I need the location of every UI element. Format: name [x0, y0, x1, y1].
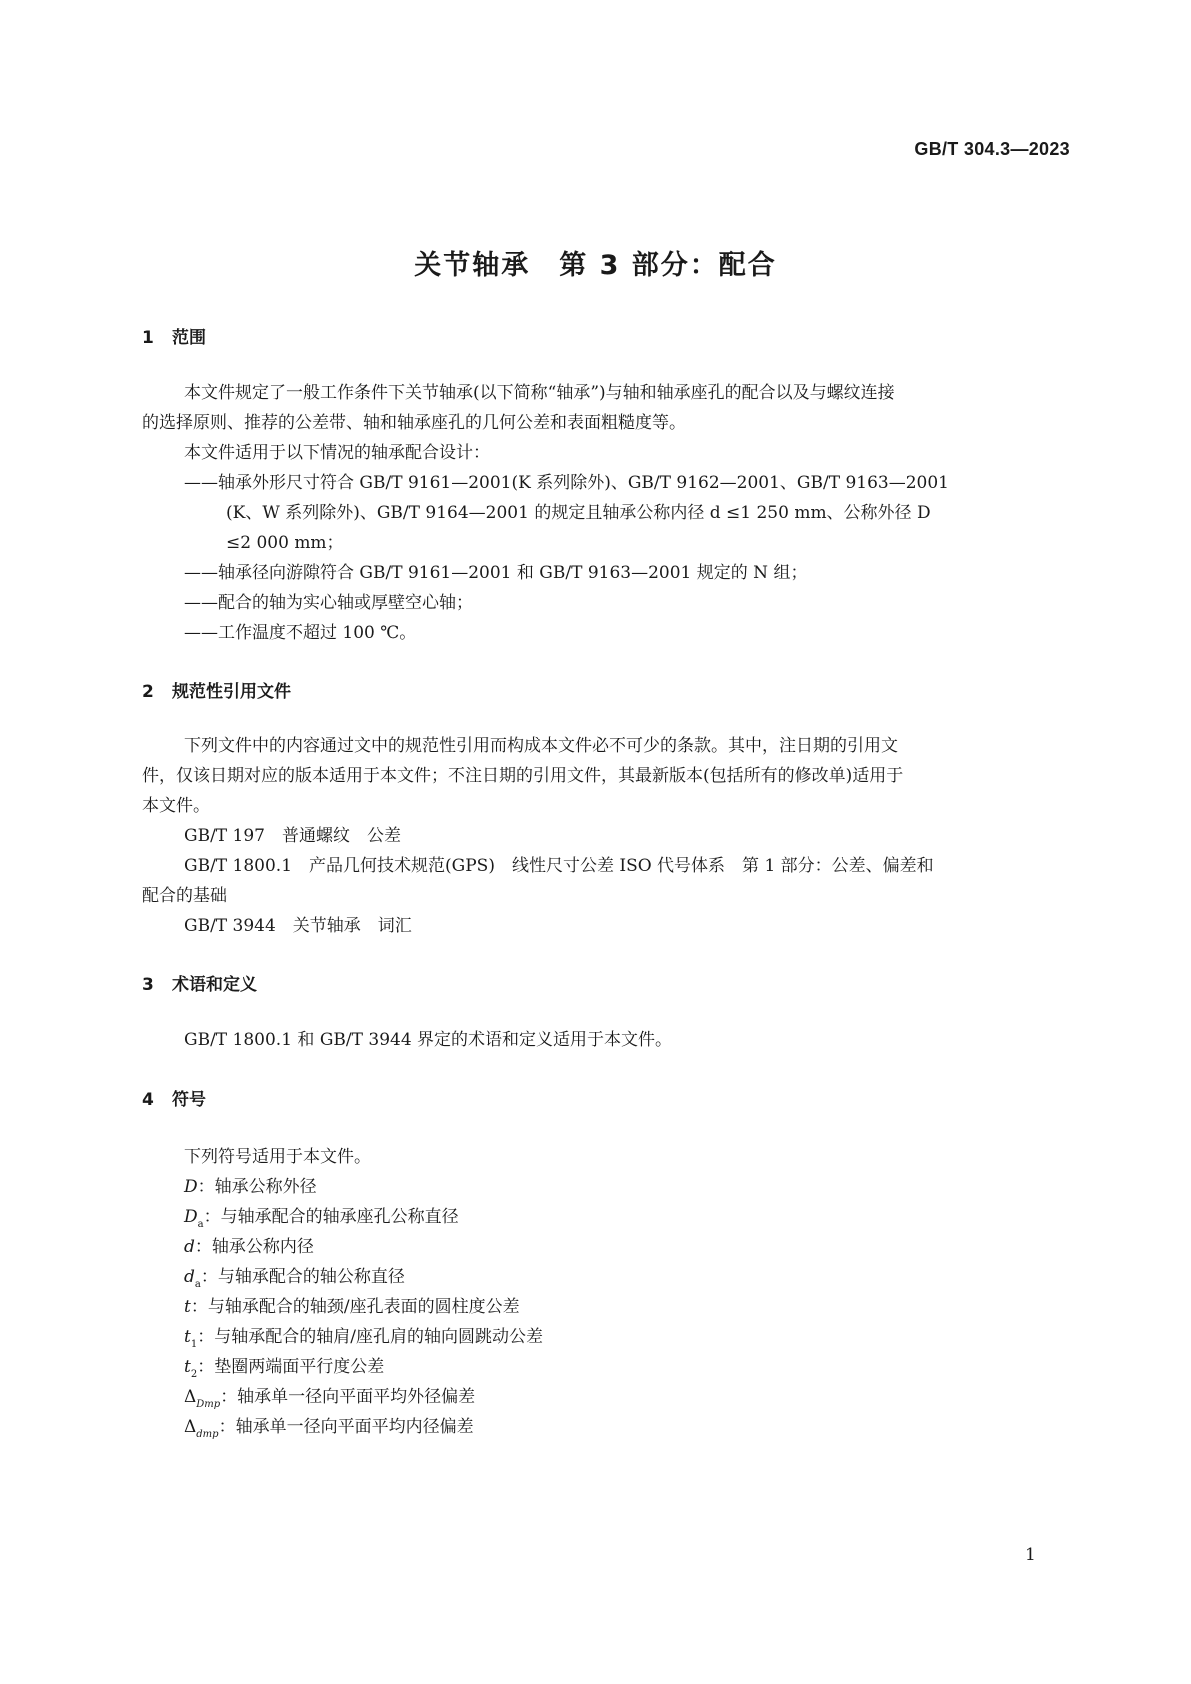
symbol-subscript: Dmp: [196, 1399, 221, 1410]
reference-item: GB/T 197 普通螺纹 公差: [184, 826, 401, 846]
symbol-description: ：轴承公称内径: [194, 1237, 314, 1257]
symbol-description: ：与轴承配合的轴颈/座孔表面的圆柱度公差: [190, 1297, 520, 1317]
paragraph-line: 的选择原则、推荐的公差带、轴和轴承座孔的几何公差和表面粗糙度等。: [142, 413, 686, 433]
symbol: Δ: [184, 1417, 197, 1437]
symbol-definition: [184, 1232, 1104, 1265]
symbol-description: ：垫圈两端面平行度公差: [197, 1357, 385, 1377]
symbol-description: ：与轴承配合的轴公称直径: [200, 1267, 405, 1287]
section-number: 4: [142, 1090, 154, 1110]
symbol: d: [184, 1267, 195, 1287]
list-item-line: (K、W 系列除外)、GB/T 9164—2001 的规定且轴承公称内径 d ≤1 250 mm、公称外径 D: [226, 503, 931, 523]
symbol-definition: [184, 1202, 1104, 1235]
symbol-description: ：与轴承配合的轴承座孔公称直径: [203, 1207, 459, 1227]
paragraph-line: 下列符号适用于本文件。: [184, 1147, 371, 1167]
section-4-heading: [142, 1085, 206, 1110]
paragraph-line: 本文件适用于以下情况的轴承配合设计：: [184, 443, 490, 463]
paragraph-line: 件，仅该日期对应的版本适用于本文件；不注日期的引用文件，其最新版本(包括所有的修改单)适用于: [142, 766, 904, 786]
symbol-definition: [184, 1322, 1104, 1355]
reference-item-cont: 配合的基础: [142, 886, 227, 906]
symbol-subscript: dmp: [196, 1429, 219, 1440]
symbol: t: [184, 1297, 191, 1317]
symbol-subscript: a: [194, 1279, 201, 1290]
paragraph-line: 本文件。: [142, 796, 210, 816]
symbol-definition: [184, 1292, 1104, 1325]
section-title: 规范性引用文件: [172, 682, 291, 702]
list-item: ——工作温度不超过 100 ℃。: [184, 623, 417, 643]
symbol: D: [184, 1177, 198, 1197]
list-item: ——轴承径向游隙符合 GB/T 9161—2001 和 GB/T 9163—2001 规定的 N 组；: [184, 563, 808, 583]
symbol-description: ：轴承公称外径: [197, 1177, 317, 1197]
symbol: t: [184, 1357, 191, 1377]
section-title: 术语和定义: [172, 975, 257, 995]
standard-code: GB/T 304.3—2023: [914, 139, 1070, 159]
symbol: D: [184, 1207, 198, 1227]
list-item-line: ≤2 000 mm；: [226, 533, 344, 553]
symbol-subscript: a: [197, 1219, 204, 1230]
symbol-subscript: 1: [190, 1339, 198, 1350]
section-title: 符号: [172, 1090, 206, 1110]
symbol: Δ: [184, 1387, 197, 1407]
reference-item: GB/T 1800.1 产品几何技术规范(GPS) 线性尺寸公差 ISO 代号体系 第 1 部分：公差、偏差和: [184, 856, 934, 876]
symbol-description: ：与轴承配合的轴肩/座孔肩的轴向圆跳动公差: [197, 1327, 543, 1347]
paragraph-line: 下列文件中的内容通过文中的规范性引用而构成本文件必不可少的条款。其中，注日期的引用文: [184, 736, 898, 756]
symbol-description: ：轴承单一径向平面平均外径偏差: [220, 1387, 476, 1407]
section-3-heading: [142, 970, 257, 995]
document-title: 关节轴承 第 3 部分：配合: [414, 250, 777, 281]
symbol-definition: [184, 1172, 1104, 1205]
section-number: 2: [142, 682, 154, 702]
reference-item: GB/T 3944 关节轴承 词汇: [184, 916, 412, 936]
section-2-heading: [142, 677, 291, 702]
symbol-definition: [184, 1412, 1104, 1445]
symbol: d: [184, 1237, 195, 1257]
section-title: 范围: [172, 328, 206, 348]
paragraph-line: GB/T 1800.1 和 GB/T 3944 界定的术语和定义适用于本文件。: [184, 1030, 673, 1050]
page-number: 1: [1025, 1545, 1036, 1565]
list-item: ——配合的轴为实心轴或厚壁空心轴；: [184, 593, 473, 613]
symbol-subscript: 2: [190, 1369, 198, 1380]
symbol: t: [184, 1327, 191, 1347]
symbol-definition: [184, 1262, 1104, 1295]
list-item-line: ——轴承外形尺寸符合 GB/T 9161—2001(K 系列除外)、GB/T 9162—2001、GB/T 9163—2001: [184, 473, 949, 493]
paragraph-line: 本文件规定了一般工作条件下关节轴承(以下简称“轴承”)与轴和轴承座孔的配合以及与螺纹连接: [184, 383, 895, 403]
symbol-description: ：轴承单一径向平面平均内径偏差: [218, 1417, 474, 1437]
section-number: 1: [142, 328, 154, 348]
section-number: 3: [142, 975, 154, 995]
section-1-heading: [142, 323, 206, 348]
symbol-definition: [184, 1382, 1104, 1415]
symbol-definition: [184, 1352, 1104, 1385]
